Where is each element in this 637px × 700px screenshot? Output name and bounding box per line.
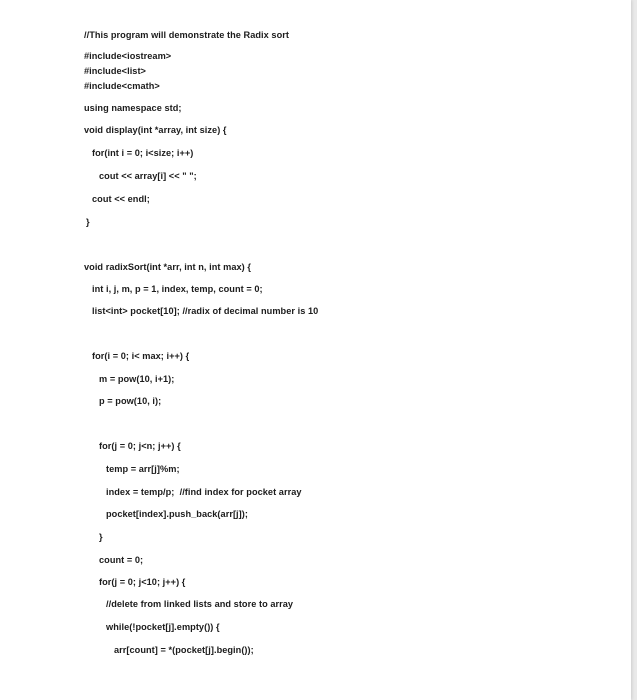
code-line-radixsort-signature: void radixSort(int *arr, int n, int max) { [84,262,251,272]
code-line-outer-for: for(i = 0; i< max; i++) { [92,351,190,361]
code-line-comment-title: //This program will demonstrate the Radix sort [84,30,289,40]
code-line-collect-comment: //delete from linked lists and store to array [106,599,294,609]
code-line-display-cout-endl: cout << endl; [92,194,150,204]
code-line-count-reset: count = 0; [99,555,144,565]
code-line-include-iostream: #include<iostream> [84,51,172,61]
code-line-using-namespace: using namespace std; [84,103,182,113]
code-line-display-cout-array: cout << array[i] << " "; [99,171,197,181]
code-line-include-list: #include<list> [84,66,146,76]
code-line-p-pow: p = pow(10, i); [99,396,162,406]
code-line-display-signature: void display(int *array, int size) { [84,125,227,135]
code-line-include-cmath: #include<cmath> [84,81,160,91]
code-line-display-close-brace: } [86,217,90,227]
code-line-m-pow: m = pow(10, i+1); [99,374,175,384]
code-line-push-back: pocket[index].push_back(arr[j]); [106,509,248,519]
code-line-temp: temp = arr[j]%m; [106,464,180,474]
code-line-inner-for-close-brace: } [99,532,103,542]
code-line-radixsort-pocket: list<int> pocket[10]; //radix of decimal number is 10 [92,306,319,316]
code-line-arr-assign: arr[count] = *(pocket[j].begin()); [114,645,254,655]
code-line-index: index = temp/p; //find index for pocket array [106,487,302,497]
code-line-inner-for: for(j = 0; j<n; j++) { [99,441,181,451]
code-line-display-for: for(int i = 0; i<size; i++) [92,148,194,158]
code-line-radixsort-vars: int i, j, m, p = 1, index, temp, count = 0; [92,284,263,294]
code-line-collect-for: for(j = 0; j<10; j++) { [99,577,186,587]
code-line-while: while(!pocket[j].empty()) { [106,622,220,632]
